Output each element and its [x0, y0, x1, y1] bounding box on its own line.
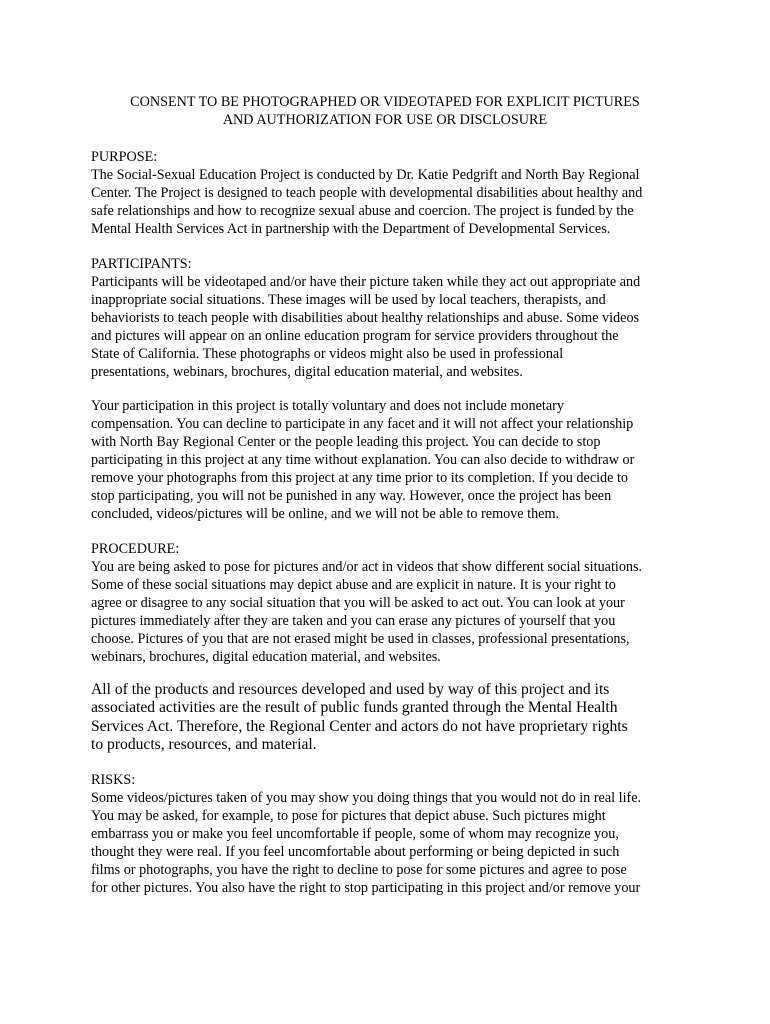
paragraph-line: State of California. These photographs or videos might also be used in professional [91, 346, 564, 362]
title-line: CONSENT TO BE PHOTOGRAPHED OR VIDEOTAPED FOR EXPLICIT PICTURES [130, 94, 640, 110]
paragraph-line: Your participation in this project is totally voluntary and does not include monetary [91, 398, 564, 414]
paragraph-line: associated activities are the result of public funds granted through the Mental Health [91, 699, 618, 717]
participation-section [91, 397, 691, 523]
procedure-heading: PROCEDURE: [91, 541, 180, 557]
paragraph-line: to products, resources, and material. [91, 735, 317, 753]
paragraph-line: films or photographs, you have the right to decline to pose for some pictures and agree to pose [91, 862, 627, 878]
participants-heading: PARTICIPANTS: [91, 256, 192, 272]
paragraph-line: agree or disagree to any social situation that you will be asked to act out. You can look at your [91, 595, 625, 611]
paragraph-line: presentations, webinars, brochures, digital education material, and websites. [91, 364, 523, 380]
paragraph-line: Mental Health Services Act in partnership with the Department of Developmental Services. [91, 221, 611, 237]
paragraph-line: and pictures will appear on an online education program for service providers throughout the [91, 328, 619, 344]
purpose-heading: PURPOSE: [91, 149, 158, 165]
paragraph-line: choose. Pictures of you that are not erased might be used in classes, professional presentations, [91, 631, 630, 647]
purpose-section [91, 148, 691, 238]
paragraph-line: with North Bay Regional Center or the people leading this project. You can decide to stop [91, 434, 601, 450]
participants-section [91, 255, 691, 381]
paragraph-line: You may be asked, for example, to pose for pictures that depict abuse. Such pictures might [91, 808, 606, 824]
paragraph-line: for other pictures. You also have the right to stop participating in this project and/or remove your [91, 880, 641, 896]
procedure-section [91, 540, 691, 666]
paragraph-line: The Social-Sexual Education Project is conducted by Dr. Katie Pedgrift and North Bay Regional [91, 167, 640, 183]
paragraph-line: Some videos/pictures taken of you may show you doing things that you would not do in real life. [91, 790, 642, 806]
paragraph-line: remove your photographs from this project at any time prior to its completion. If you decide to [91, 470, 629, 486]
paragraph-line: You are being asked to pose for pictures and/or act in videos that show different social situations. [91, 559, 643, 575]
paragraph-line: Center. The Project is designed to teach people with developmental disabilities about healthy and [91, 185, 643, 201]
risks-heading: RISKS: [91, 772, 136, 788]
paragraph-line: participating in this project at any time without explanation. You can also decide to withdraw or [91, 452, 635, 468]
paragraph-line: concluded, videos/pictures will be online, and we will not be able to remove them. [91, 506, 560, 522]
paragraph-line: webinars, brochures, digital education material, and websites. [91, 649, 441, 665]
paragraph-line: pictures immediately after they are taken and you can erase any pictures of yourself that you [91, 613, 616, 629]
paragraph-line: Participants will be videotaped and/or have their picture taken while they act out appropriate and [91, 274, 641, 290]
title-line: AND AUTHORIZATION FOR USE OR DISCLOSURE [222, 112, 548, 128]
paragraph-line: compensation. You can decline to participate in any facet and it will not affect your relationship [91, 416, 634, 432]
paragraph-line: Services Act. Therefore, the Regional Center and actors do not have proprietary rights [91, 717, 628, 735]
paragraph-line: safe relationships and how to recognize sexual abuse and coercion. The project is funded by the [91, 203, 634, 219]
paragraph-line: behaviorists to teach people with disabilities about healthy relationships and abuse. Some videos [91, 310, 640, 326]
paragraph-line: thought they were real. If you feel uncomfortable about performing or being depicted in such [91, 844, 620, 860]
products-section [91, 681, 691, 754]
paragraph-line: embarrass you or make you feel uncomfortable if people, some of whom may recognize you, [91, 826, 619, 842]
risks-section [91, 771, 691, 897]
paragraph-line: All of the products and resources developed and used by way of this project and its [91, 681, 610, 698]
paragraph-line: inappropriate social situations. These images will be used by local teachers, therapists, and [91, 292, 606, 308]
document-title [92, 93, 678, 129]
paragraph-line: stop participating, you will not be punished in any way. However, once the project has been [91, 488, 612, 504]
paragraph-line: Some of these social situations may depict abuse and are explicit in nature. It is your right to [91, 577, 616, 593]
